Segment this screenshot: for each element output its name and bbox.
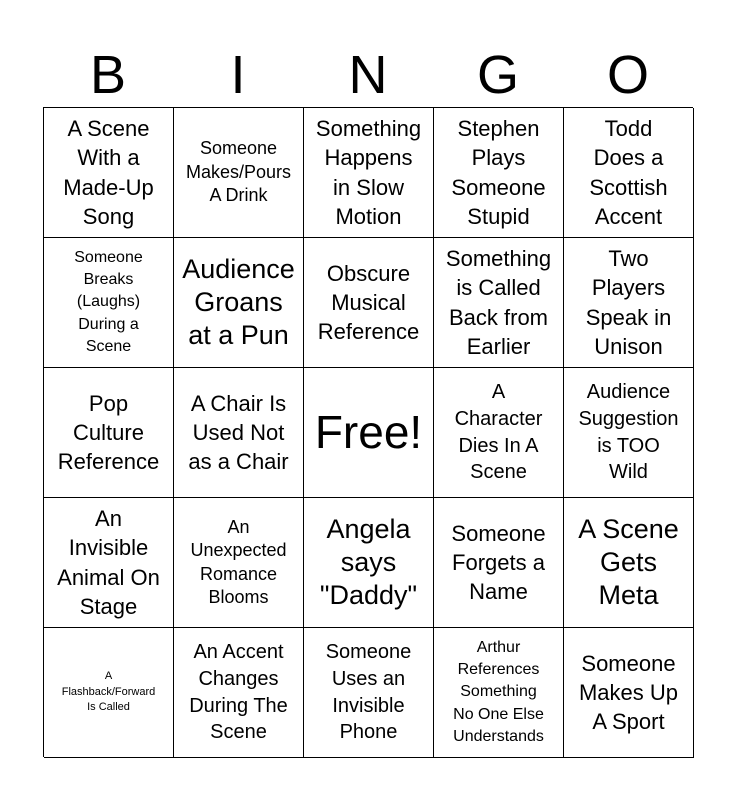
cell-text: Two Players Speak in Unison <box>585 246 672 359</box>
bingo-cell[interactable] <box>434 108 564 238</box>
bingo-cell[interactable] <box>304 628 434 758</box>
bingo-cell[interactable] <box>434 238 564 368</box>
bingo-cell[interactable] <box>44 498 174 628</box>
cell-text: Pop Culture Reference <box>57 390 160 475</box>
cell-text: An Unexpected Romance Blooms <box>190 516 287 607</box>
cell-text: Someone Breaks (Laughs) During a Scene <box>74 248 143 356</box>
bingo-cell[interactable] <box>434 628 564 758</box>
cell-text: Something is Called Back from Earlier <box>445 246 552 359</box>
bingo-cell[interactable] <box>174 628 304 758</box>
cell-text: Arthur References Something No One Else Understands <box>453 638 544 746</box>
free-space-cell[interactable] <box>304 368 434 498</box>
bingo-cell[interactable] <box>564 238 694 368</box>
bingo-cell[interactable] <box>44 628 174 758</box>
bingo-cell[interactable] <box>304 498 434 628</box>
cell-text: Someone Makes Up A Sport <box>578 650 679 735</box>
bingo-cell[interactable] <box>564 108 694 238</box>
bingo-cell[interactable] <box>564 498 694 628</box>
cell-text: Audience Suggestion is TOO Wild <box>578 381 679 484</box>
cell-text: An Invisible Animal On Stage <box>57 506 160 619</box>
cell-text: Someone Uses an Invisible Phone <box>325 641 412 744</box>
header-letter-n: N <box>348 45 388 105</box>
cell-text: Something Happens in Slow Motion <box>315 116 422 229</box>
bingo-cell[interactable] <box>304 238 434 368</box>
bingo-cell[interactable] <box>434 368 564 498</box>
cell-text: Someone Makes/Pours A Drink <box>185 138 292 206</box>
header-letter-i: I <box>230 45 246 105</box>
bingo-cell[interactable] <box>174 238 304 368</box>
bingo-grid <box>43 107 693 757</box>
header-letter-g: G <box>476 45 519 105</box>
cell-text: A Character Dies In A Scene <box>454 381 543 484</box>
header-letter-o: O <box>606 45 649 105</box>
cell-text: Todd Does a Scottish Accent <box>589 116 668 229</box>
bingo-cell[interactable] <box>564 368 694 498</box>
bingo-cell[interactable] <box>304 108 434 238</box>
bingo-header <box>43 44 693 106</box>
bingo-cell[interactable] <box>44 108 174 238</box>
cell-text: Obscure Musical Reference <box>317 260 420 345</box>
bingo-cell[interactable] <box>174 498 304 628</box>
bingo-cell[interactable] <box>564 628 694 758</box>
cell-text: Stephen Plays Someone Stupid <box>451 116 546 229</box>
bingo-cell[interactable] <box>44 238 174 368</box>
bingo-cell[interactable] <box>174 108 304 238</box>
bingo-cell[interactable] <box>174 368 304 498</box>
cell-text: Angela says "Daddy" <box>319 514 418 610</box>
bingo-cell[interactable] <box>434 498 564 628</box>
cell-text: An Accent Changes During The Scene <box>189 641 288 744</box>
header-letter-b: B <box>89 45 127 105</box>
bingo-cell[interactable] <box>44 368 174 498</box>
cell-text: A Scene With a Made-Up Song <box>63 116 154 229</box>
cell-text: Audience Groans at a Pun <box>182 254 295 350</box>
cell-text: A Chair Is Used Not as a Chair <box>188 390 289 475</box>
cell-text: A Flashback/Forward Is Called <box>61 670 156 714</box>
cell-text: A Scene Gets Meta <box>578 514 679 610</box>
free-space-text: Free! <box>314 406 423 459</box>
cell-text: Someone Forgets a Name <box>451 520 546 605</box>
